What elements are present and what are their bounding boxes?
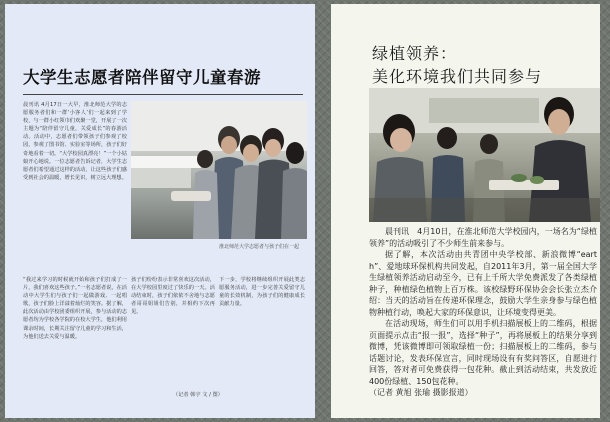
right-paragraph-1: 晨刊讯 4月10日，在淮北师范大学校园内，一场名为“绿植领养”的活动吸引了不少师生前来参与。 [369,227,597,248]
left-body-column-1: 晨刊讯 4月17日一大早，淮北师范大学的志愿服务者们和一群‘小客人’们一起来到了学校，与一群小红领巾们欢聚一堂，开展了一次主题为“陪伴留守儿童，关爱成长”的春游活动。活动中，志愿者们带领孩子们参观了校园，参观了图书馆、实验室等场所，孩子们好奇地看着一切。“大学校园真漂亮！”一个小姑娘开心地说。一位志愿者告诉记者，大学生志愿者们希望通过这样的活动，让这些孩子们感受到社会的温暖，增长见识，树立远大理想。 [23,102,127,181]
left-headline: 大学生志愿者陪伴留守儿童春游 [23,68,261,87]
left-newspaper-clipping [5,4,315,418]
right-paragraph-2: 据了解，本次活动由共青团中央学校部、新浪微博“earth”、爱地球环保机构共同发起，自2011年3月，第一届全国大学生绿植领养活动启动至今，已有上千所大学免费派发了各类绿植种子，种植绿色植物上百万株。该校绿野环保协会会长张立杰介绍：当天的活动旨在传递环保理念，鼓励大学生亲身参与绿色植物种植行动，唤起大家的环保意识，让环境变得更美。 [369,250,597,317]
right-photo-green-plant-adoption [369,88,600,222]
right-article-body [369,226,597,418]
left-body-column-3: 下一步，学校将继续组织开展此类志愿服务活动，进一步完善关爱留守儿童的长效机制，为孩子们的健康成长贡献力量。 [219,277,305,308]
right-paragraph-3: 在活动现场，师生们可以用手机扫描展板上的二维码，根据页面提示点击“报一报”，选择“种子”，再将展板上的结果分享到微博，凭该微博即可领取绿植一份；扫描展板上的二维码，参与话题讨论，发表环保宣言，同时现场设有有奖问答区，自愿进行回答，答对者可免费获得一包花种。截止到活动结束，共发放近400份绿植、150包花种。 [369,319,597,386]
left-body-column-1b: “我过来学习的时候就开始和孩子们打成了一片，我们喜欢这些孩子。”一名志愿者说，在活动中大学生们与孩子们一起做游戏、一起唱歌，孩子们脸上洋溢着灿烂的笑容。据了解，此次活动由学校团委组织开展，参与活动的志愿者均为学校各学院的在校大学生，他们利用课余时间，长期关注留守儿童的学习和生活，为他们送去关爱与温暖。 [23,277,127,340]
right-newspaper-clipping [331,4,600,418]
right-headline-line-1: 绿植领养： [372,44,458,63]
left-photo-caption: 淮北师范大学志愿者与孩子们在一起 [219,244,300,250]
left-headline-rule [23,94,303,95]
left-byline: （记者 韩宇 文 / 图） [173,392,223,398]
right-headline-line-2: 美化环境我们共同参与 [372,67,543,86]
left-photo-volunteers [131,101,307,239]
right-byline: （记者 黄旭 张瑜 摄影报道） [369,388,473,397]
left-body-column-2: 孩子们纷纷表示非常喜欢这次活动，在大学校园里度过了快乐的一天。活动结束时，孩子们依依不舍地与志愿者哥哥姐姐们告别，并相约下次再见。 [131,277,215,316]
